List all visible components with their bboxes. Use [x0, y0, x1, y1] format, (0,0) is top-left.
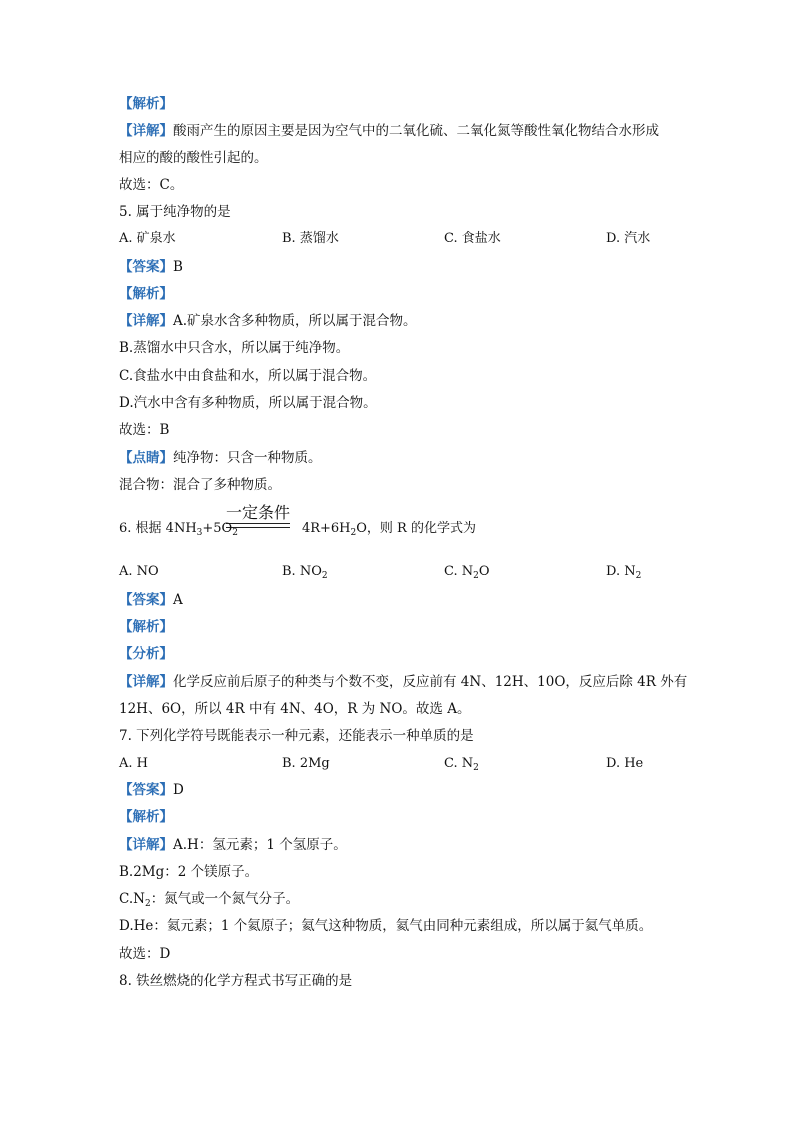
q4-detail-line-2: 相应的酸的酸性引起的。 — [119, 150, 268, 166]
q7-option-a: A. H — [119, 756, 148, 771]
q7-option-b: B. 2Mg — [282, 756, 330, 771]
q7-choice: 故选：D — [119, 946, 171, 962]
q7-detail-a: 【详解】A.H：氢元素；1 个氢原子。 — [119, 837, 347, 853]
q5-option-c: C. 食盐水 — [444, 231, 501, 246]
q4-analysis-heading: 【解析】 — [119, 96, 173, 112]
q7-detail-c: $C.N_2$：氮气或一个氮气分子。 — [119, 891, 300, 909]
q6-stem: 6. 根据 $4NH_3+5O_2$ $4R+6H_2O$，则 R 的化学式为 — [119, 521, 476, 538]
q6-analysis-heading: 【解析】 — [119, 619, 173, 635]
q5-note-1: 【点睛】纯净物：只含一种物质。 — [119, 450, 322, 466]
q5-detail-b: B.蒸馏水中只含水，所以属于纯净物。 — [119, 340, 350, 356]
q6-analyze-heading: 【分析】 — [119, 646, 173, 662]
q7-stem: 7. 下列化学符号既能表示一种元素，还能表示一种单质的是 — [119, 728, 474, 744]
q6-option-c: C. $N_2O$ — [444, 564, 490, 581]
q5-detail-a: 【详解】A.矿泉水含多种物质，所以属于混合物。 — [119, 313, 417, 329]
q6-option-d: D. $N_2$ — [606, 564, 642, 581]
q5-option-d: D. 汽水 — [606, 231, 651, 246]
q7-option-c: C. $N_2$ — [444, 756, 479, 773]
q7-option-d: D. He — [606, 756, 644, 771]
q5-choice: 故选：B — [119, 422, 170, 438]
q5-answer: 【答案】B — [119, 259, 183, 275]
q5-option-b: B. 蒸馏水 — [282, 231, 339, 246]
q7-answer: 【答案】D — [119, 782, 184, 798]
q6-detail-line-2: 12H、6O，所以 4R 中有 4N、4O，R 为 NO。故选 A。 — [119, 701, 471, 717]
q5-note-2: 混合物：混合了多种物质。 — [119, 477, 281, 493]
q7-detail-d: D.He：氦元素；1 个氦原子；氦气这种物质，氦气由同种元素组成，所以属于氦气单质。 — [119, 918, 653, 934]
q6-option-a: A. NO — [119, 564, 159, 579]
q6-reaction-condition: 一定条件 — [226, 503, 291, 522]
q5-detail-d: D.汽水中含有多种物质，所以属于混合物。 — [119, 395, 377, 411]
q6-answer: 【答案】A — [119, 592, 183, 608]
q8-stem: 8. 铁丝燃烧的化学方程式书写正确的是 — [119, 973, 353, 989]
q4-detail-line-1: 【详解】酸雨产生的原因主要是因为空气中的二氧化硫、二氧化氮等酸性氧化物结合水形成 — [119, 123, 659, 139]
q6-option-b: B. $NO_2$ — [282, 564, 328, 581]
q4-choice: 故选：C。 — [119, 177, 184, 193]
q7-detail-b: B.2Mg：2 个镁原子。 — [119, 864, 259, 880]
q7-analysis-heading: 【解析】 — [119, 809, 173, 825]
q5-detail-c: C.食盐水中由食盐和水，所以属于混合物。 — [119, 368, 377, 384]
q5-analysis-heading: 【解析】 — [119, 286, 173, 302]
q5-option-a: A. 矿泉水 — [119, 231, 176, 246]
q5-stem: 5. 属于纯净物的是 — [119, 204, 231, 220]
q6-detail-line-1: 【详解】化学反应前后原子的种类与个数不变，反应前有 4N、12H、10O，反应后除 4R 外有 — [119, 674, 688, 690]
